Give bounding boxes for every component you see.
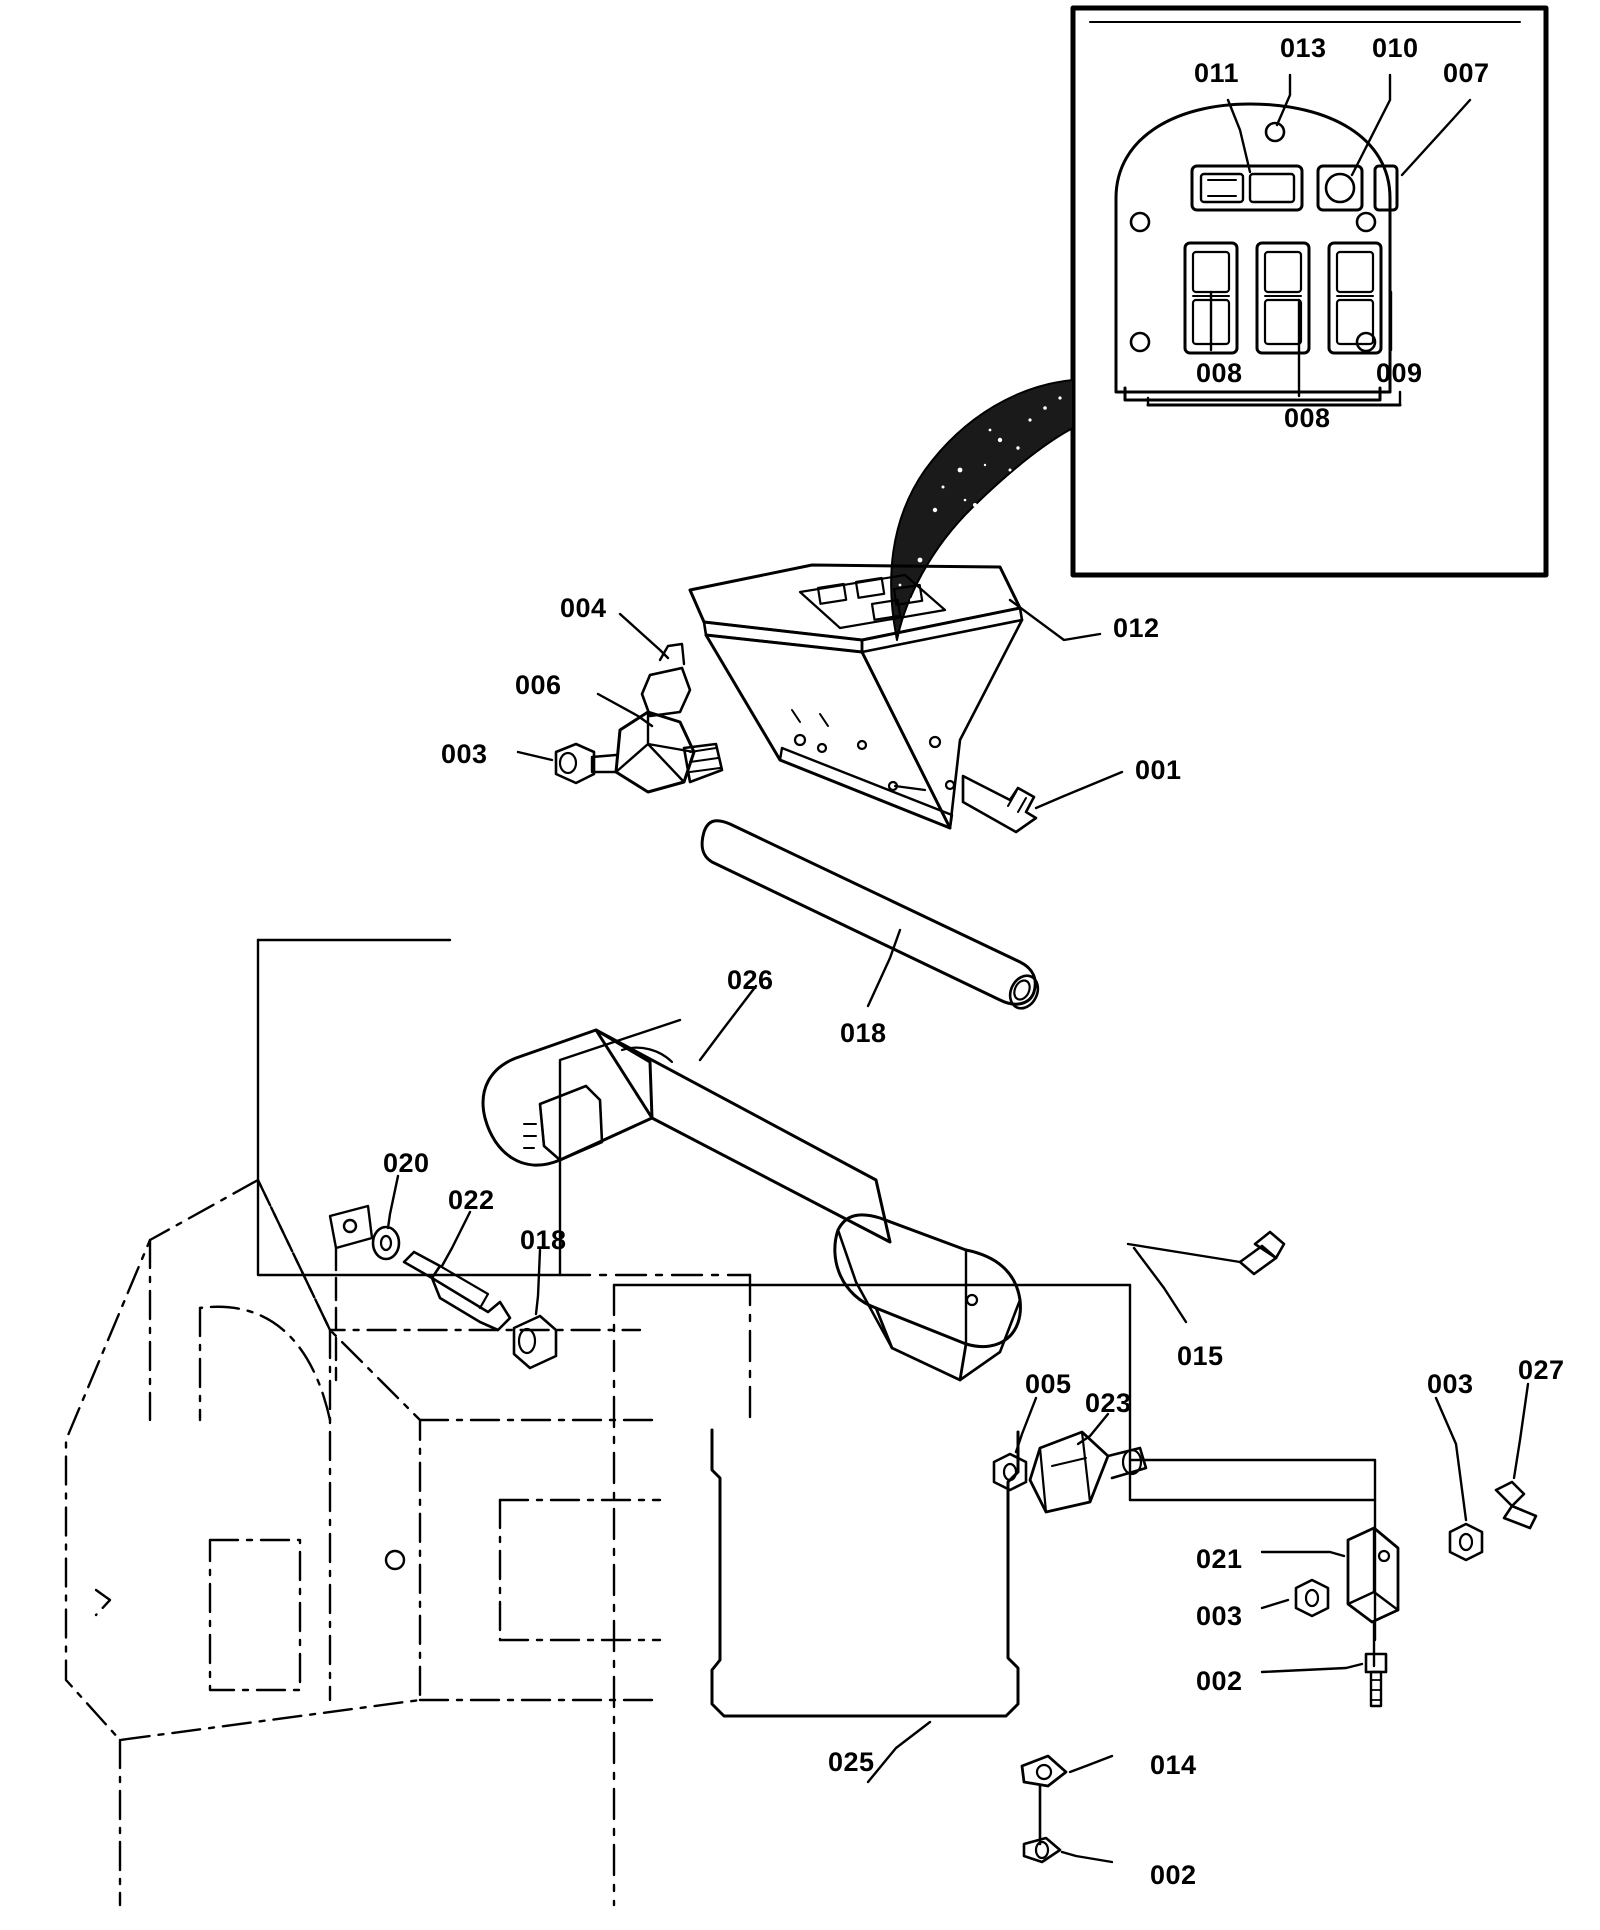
callout-014: 014 — [1150, 1750, 1197, 1780]
clamp-023 — [1030, 1432, 1146, 1512]
callout-009: 009 — [1376, 358, 1423, 388]
nut-005 — [994, 1454, 1026, 1490]
bushing-018-lower — [514, 1316, 556, 1368]
callout-006: 006 — [515, 670, 562, 700]
callout-004: 004 — [560, 593, 607, 623]
bolt-002-right — [1366, 1654, 1386, 1706]
bolt-027 — [1496, 1482, 1536, 1528]
callout-011: 011 — [1194, 58, 1240, 88]
callout-026: 026 — [727, 965, 774, 995]
callout-022: 022 — [448, 1185, 495, 1215]
callout-007: 007 — [1443, 58, 1490, 88]
rod-bracket-025 — [712, 1430, 1018, 1716]
console-cover-012 — [690, 565, 1022, 828]
pin-022 — [404, 1252, 510, 1330]
machine-frame — [258, 940, 1375, 1905]
callout-003-top: 003 — [441, 739, 488, 769]
callout-018-upper: 018 — [840, 1018, 887, 1048]
callout-010: 010 — [1372, 33, 1419, 63]
callout-013: 013 — [1280, 33, 1327, 63]
control-panel-face — [1115, 104, 1400, 405]
bolt-001 — [963, 776, 1036, 832]
callout-002-bottom: 002 — [1150, 1860, 1197, 1890]
callout-008-center: 008 — [1284, 403, 1331, 433]
nut-003-top — [556, 744, 594, 783]
bracket-021 — [1348, 1528, 1398, 1666]
machine-hood — [66, 1180, 660, 1905]
callout-003-lower-right: 003 — [1196, 1601, 1243, 1631]
callout-002-right: 002 — [1196, 1666, 1243, 1696]
nut-003-lower-right — [1296, 1580, 1328, 1616]
lever-arm-026 — [483, 1030, 1020, 1380]
callout-005: 005 — [1025, 1369, 1072, 1399]
callout-003-right: 003 — [1427, 1369, 1474, 1399]
nut-003-right — [1450, 1524, 1482, 1560]
callout-021: 021 — [1196, 1544, 1243, 1574]
washer-020 — [373, 1227, 399, 1259]
mount-tab — [330, 1206, 372, 1380]
callout-018-lower: 018 — [520, 1225, 567, 1255]
callout-015: 015 — [1177, 1341, 1224, 1371]
bolt-002-bottom — [1024, 1838, 1060, 1862]
callout-027: 027 — [1518, 1355, 1565, 1385]
callout-020: 020 — [383, 1148, 430, 1178]
pivot-clip-014 — [1022, 1756, 1066, 1844]
callout-008-left: 008 — [1196, 358, 1243, 388]
callout-012: 012 — [1113, 613, 1160, 643]
callout-025: 025 — [828, 1747, 875, 1777]
switch-body-006 — [592, 712, 722, 792]
callout-001: 001 — [1135, 755, 1182, 785]
callout-023: 023 — [1085, 1388, 1132, 1418]
bolt-015 — [1128, 1232, 1284, 1274]
